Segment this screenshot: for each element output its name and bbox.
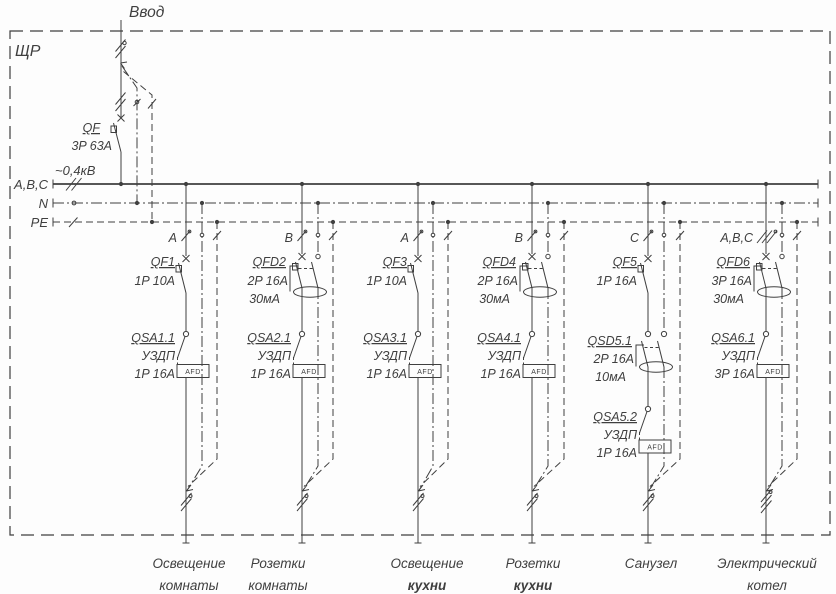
branch-bathroom xyxy=(588,182,684,571)
afdd-rating: 3P 16A xyxy=(714,367,755,381)
bus-voltage-label: ~0,4кВ xyxy=(55,163,96,178)
rcbo-symbol xyxy=(290,184,327,331)
load-label: Электрический xyxy=(717,556,817,571)
afdd-type: УЗДП xyxy=(603,428,637,442)
afdd-type: УЗДП xyxy=(373,349,407,363)
rcd-name: QSD5.1 xyxy=(587,334,632,348)
breaker-name: QF5 xyxy=(612,255,637,269)
load-label: Розетки xyxy=(505,556,561,571)
rcd-rating: 2P 16A xyxy=(593,352,634,366)
load-label: Освещение xyxy=(152,556,226,571)
breaker-name: QF3 xyxy=(382,255,407,269)
afdd-rating: 1P 16A xyxy=(596,446,637,460)
afdd-name: QSA5.2 xyxy=(593,410,637,424)
afd-box-label: AFD xyxy=(765,369,781,376)
breaker-leakage: 30мА xyxy=(479,292,510,306)
breaker-rating: 1P 10A xyxy=(366,274,407,288)
branch-room-lighting xyxy=(131,182,225,593)
bus-pe-label: PE xyxy=(30,215,48,230)
phase-tag: A xyxy=(168,231,177,245)
breaker-rating: 2P 16A xyxy=(247,274,288,288)
afdd-rating: 1P 16A xyxy=(250,367,291,381)
bus-neutral-label: N xyxy=(38,196,48,211)
breaker-symbol xyxy=(408,184,422,331)
afdd-name: QSA1.1 xyxy=(131,331,175,345)
breaker-name: QF1 xyxy=(150,255,175,269)
afd-box-label: AFD xyxy=(185,369,201,376)
afd-box-label: AFD xyxy=(647,444,663,452)
phase-tag: A,B,C xyxy=(720,231,753,245)
phase-tag: B xyxy=(514,231,523,245)
afdd-name: QSA4.1 xyxy=(477,331,521,345)
load-label: котел xyxy=(747,578,787,593)
branch-room-sockets xyxy=(246,182,337,593)
phase-tag: B xyxy=(284,231,293,245)
afdd-symbol xyxy=(177,331,209,543)
load-label: комнаты xyxy=(159,578,219,593)
rcbo-symbol xyxy=(520,184,557,331)
breaker-symbol xyxy=(176,184,190,331)
breaker-rating: 3P 16A xyxy=(711,274,752,288)
afd-box-label: AFD xyxy=(417,369,433,376)
afdd-name: QSA3.1 xyxy=(363,331,407,345)
breaker-name: QFD4 xyxy=(482,255,516,269)
afdd-type: УЗДП xyxy=(721,349,755,363)
afdd-type: УЗДП xyxy=(487,349,521,363)
breaker-rating: 1P 10A xyxy=(134,274,175,288)
main-breaker-name: QF xyxy=(82,121,100,135)
afdd-symbol xyxy=(757,331,789,543)
breaker-rating: 1P 16A xyxy=(596,274,637,288)
panel-boundary xyxy=(10,31,830,535)
load-label: Розетки xyxy=(250,556,306,571)
main-breaker-rating: 3P 63A xyxy=(71,139,112,153)
afdd-symbol xyxy=(409,331,441,543)
branch-kitchen-lighting xyxy=(363,182,463,593)
incoming-feeder xyxy=(71,4,164,222)
panel-label: ЩР xyxy=(15,43,41,60)
rcbo-symbol xyxy=(754,184,791,331)
breaker-name: QFD2 xyxy=(252,255,286,269)
breaker-rating: 2P 16A xyxy=(477,274,518,288)
breaker-symbol xyxy=(638,184,652,331)
afdd-rating: 1P 16A xyxy=(366,367,407,381)
load-label: кухни xyxy=(407,578,447,593)
afdd-name: QSA6.1 xyxy=(711,331,755,345)
branch-electric-boiler xyxy=(711,182,817,593)
busbars xyxy=(13,163,818,230)
phase-tag: A xyxy=(400,231,409,245)
afd-box-label: AFD xyxy=(301,369,317,376)
afdd-rating: 1P 16A xyxy=(134,367,175,381)
input-label: Ввод xyxy=(129,4,165,21)
load-label: комнаты xyxy=(248,578,308,593)
branch-kitchen-sockets xyxy=(476,182,568,593)
rcd-leakage: 10мА xyxy=(595,370,626,384)
afdd-type: УЗДП xyxy=(141,349,175,363)
afd-box-label: AFD xyxy=(531,369,547,376)
main-breaker-symbol xyxy=(111,115,125,185)
load-label: Санузел xyxy=(624,556,678,571)
afdd-name: QSA2.1 xyxy=(247,331,291,345)
breaker-name: QFD6 xyxy=(716,255,750,269)
afdd-symbol xyxy=(293,331,325,543)
load-label: кухни xyxy=(513,578,553,593)
phase-tag: C xyxy=(629,231,639,245)
breaker-leakage: 30мА xyxy=(713,292,744,306)
load-label: Освещение xyxy=(390,556,464,571)
afdd-symbol xyxy=(523,331,555,543)
afdd-rating: 1P 16A xyxy=(480,367,521,381)
bus-phase-label: A,B,C xyxy=(14,177,48,192)
breaker-leakage: 30мА xyxy=(249,292,280,306)
afdd-symbol xyxy=(639,406,671,543)
rcd-symbol xyxy=(636,203,673,406)
afdd-type: УЗДП xyxy=(257,349,291,363)
